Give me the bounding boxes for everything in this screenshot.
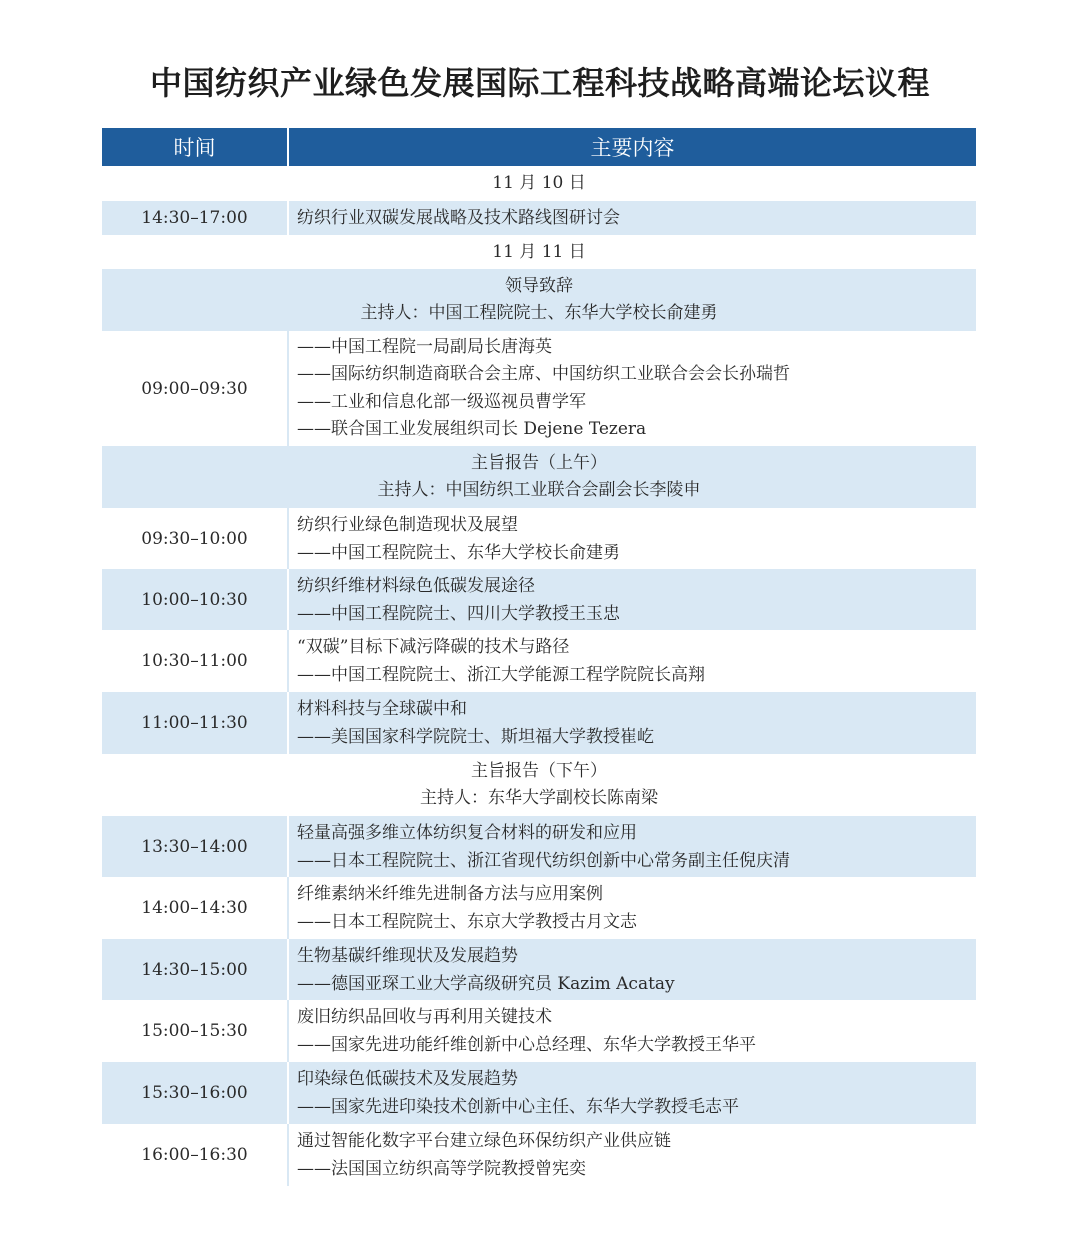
talk-title: “双碳”目标下减污降碳的技术与路径 [297,637,570,657]
content-cell [289,939,976,1000]
talk-title: 通过智能化数字平台建立绿色环保纺织产业供应链 [297,1131,671,1151]
speaker: ——国家先进印染技术创新中心主任、东华大学教授毛志平 [297,1097,739,1117]
table-row [102,331,976,446]
table-row [102,877,976,939]
section-host: 主持人：东华大学副校长陈南梁 [420,788,658,808]
table-row [102,630,976,692]
page-title: 中国纺织产业绿色发展国际工程科技战略高端论坛议程 [149,64,930,102]
talk-title: 纺织纤维材料绿色低碳发展途径 [297,575,535,596]
speaker: ——德国亚琛工业大学高级研究员 Kazim Acatay [297,973,675,994]
time-cell: 14:30–17:00 [102,201,289,235]
time-cell: 15:30–16:00 [102,1062,289,1124]
time-cell: 10:00–10:30 [102,569,289,630]
header-content: 主要内容 [289,128,976,166]
content-cell [289,1124,976,1186]
talk-title: 纤维素纳米纤维先进制备方法与应用案例 [297,884,603,904]
content-cell [289,508,976,569]
table-row [102,1124,976,1186]
time-cell: 13:30–14:00 [102,816,289,877]
speaker: ——联合国工业发展组织司长 Dejene Tezera [297,419,647,439]
table-header [102,128,976,166]
time-cell: 09:30–10:00 [102,508,289,569]
agenda-table [102,128,976,1186]
time-cell: 15:00–15:30 [102,1000,289,1062]
speaker: ——日本工程院院士、浙江省现代纺织创新中心常务副主任倪庆清 [297,850,790,871]
speaker: ——中国工程院院士、浙江大学能源工程学院院长高翔 [297,665,705,685]
speaker: ——国家先进功能纤维创新中心总经理、东华大学教授王华平 [297,1035,756,1055]
talk-title: 材料科技与全球碳中和 [297,699,467,719]
time-cell: 10:30–11:00 [102,630,289,692]
table-row [102,569,976,630]
section-title: 领导致辞 [505,276,573,296]
speaker: ——中国工程院一局副局长唐海英 [297,336,552,357]
section-row [102,446,976,508]
speaker: ——美国国家科学院院士、斯坦福大学教授崔屹 [297,727,654,747]
table-row [102,939,976,1000]
content-cell [289,816,976,877]
content-cell [289,1062,976,1124]
content-cell [289,201,976,235]
speaker: ——工业和信息化部一级巡视员曹学军 [297,391,586,412]
header-time: 时间 [102,128,289,166]
content-cell [289,569,976,630]
section-title: 主旨报告（下午） [471,761,607,781]
section-row [102,754,976,816]
date-label: 11 月 10 日 [492,173,586,193]
content-cell [289,331,976,446]
speaker: ——日本工程院院士、东京大学教授古月文志 [297,912,637,932]
date-label: 11 月 11 日 [492,241,586,262]
time-cell: 11:00–11:30 [102,692,289,754]
session-title: 纺织行业双碳发展战略及技术路线图研讨会 [297,208,620,228]
speaker: ——法国国立纺织高等学院教授曾宪奕 [297,1159,586,1179]
content-cell [289,630,976,692]
table-row [102,1062,976,1124]
table-row [102,692,976,754]
table-row [102,201,976,235]
talk-title: 印染绿色低碳技术及发展趋势 [297,1069,518,1089]
table-row [102,1000,976,1062]
content-cell [289,692,976,754]
section-title: 主旨报告（上午） [471,453,607,473]
date-row [102,166,976,201]
table-row [102,508,976,569]
speaker: ——中国工程院院士、四川大学教授王玉忠 [297,603,620,624]
talk-title: 轻量高强多维立体纺织复合材料的研发和应用 [297,822,637,843]
content-cell [289,1000,976,1062]
time-cell: 09:00–09:30 [102,331,289,446]
date-row [102,235,976,269]
table-row [102,816,976,877]
section-row [102,269,976,331]
talk-title: 生物基碳纤维现状及发展趋势 [297,945,518,966]
section-host: 主持人：中国工程院院士、东华大学校长俞建勇 [360,303,718,323]
speaker: ——中国工程院院士、东华大学校长俞建勇 [297,542,620,563]
time-cell: 16:00–16:30 [102,1124,289,1186]
talk-title: 废旧纺织品回收与再利用关键技术 [297,1007,552,1027]
section-host: 主持人：中国纺织工业联合会副会长李陵申 [377,480,701,500]
talk-title: 纺织行业绿色制造现状及展望 [297,514,518,535]
time-cell: 14:00–14:30 [102,877,289,939]
speaker: ——国际纺织制造商联合会主席、中国纺织工业联合会会长孙瑞哲 [297,364,790,384]
time-cell: 14:30–15:00 [102,939,289,1000]
content-cell [289,877,976,939]
